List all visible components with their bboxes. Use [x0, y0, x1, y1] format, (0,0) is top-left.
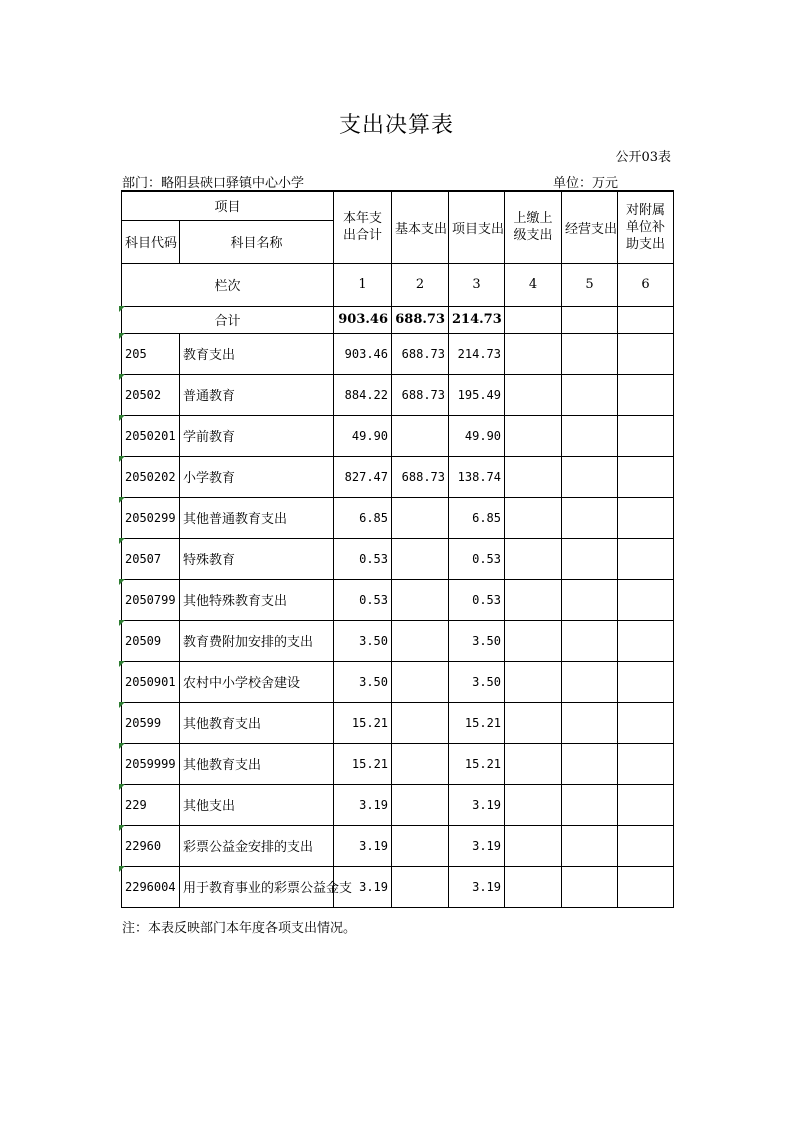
sum-basic: 688.73 — [392, 306, 449, 333]
upper-value — [505, 661, 562, 702]
subsidy-value — [618, 538, 674, 579]
subsidy-value — [618, 866, 674, 907]
column-num: 6 — [618, 263, 674, 306]
subsidy-value — [618, 333, 674, 374]
table-row — [122, 374, 674, 415]
basic-value — [392, 702, 449, 743]
account-name: 其他支出 — [180, 784, 334, 825]
project-value: 3.19 — [449, 866, 505, 907]
project-value: 195.49 — [449, 374, 505, 415]
table-row — [122, 702, 674, 743]
table-row — [122, 784, 674, 825]
upper-value — [505, 415, 562, 456]
upper-value — [505, 743, 562, 784]
account-code: 205 — [122, 333, 180, 374]
total-value: 6.85 — [334, 497, 392, 538]
total-value: 3.19 — [334, 784, 392, 825]
table-row — [122, 661, 674, 702]
subsidy-value — [618, 456, 674, 497]
account-name: 普通教育 — [180, 374, 334, 415]
basic-value — [392, 866, 449, 907]
table-row — [122, 620, 674, 661]
account-name: 农村中小学校舍建设 — [180, 661, 334, 702]
account-code: 20509 — [122, 620, 180, 661]
project-value: 0.53 — [449, 538, 505, 579]
account-name: 其他教育支出 — [180, 743, 334, 784]
operating-value — [562, 415, 618, 456]
header-item: 项目 — [122, 191, 334, 220]
expenditure-table — [121, 190, 674, 908]
header-basic: 基本支出 — [392, 191, 449, 263]
total-value: 3.50 — [334, 620, 392, 661]
account-name: 其他特殊教育支出 — [180, 579, 334, 620]
sum-label: 合计 — [122, 306, 334, 333]
total-value: 903.46 — [334, 333, 392, 374]
basic-value: 688.73 — [392, 374, 449, 415]
project-value: 15.21 — [449, 702, 505, 743]
account-code: 2296004 — [122, 866, 180, 907]
upper-value — [505, 456, 562, 497]
basic-value — [392, 497, 449, 538]
account-code: 20507 — [122, 538, 180, 579]
header-operating: 经营支出 — [562, 191, 618, 263]
account-code: 2050299 — [122, 497, 180, 538]
operating-value — [562, 866, 618, 907]
account-name: 其他普通教育支出 — [180, 497, 334, 538]
total-value: 884.22 — [334, 374, 392, 415]
project-value: 138.74 — [449, 456, 505, 497]
basic-value — [392, 579, 449, 620]
upper-value — [505, 333, 562, 374]
account-name: 特殊教育 — [180, 538, 334, 579]
column-num: 3 — [449, 263, 505, 306]
table-row — [122, 866, 674, 907]
project-value: 15.21 — [449, 743, 505, 784]
table-row — [122, 333, 674, 374]
footnote: 注：本表反映部门本年度各项支出情况。 — [122, 921, 357, 936]
project-value: 3.50 — [449, 620, 505, 661]
account-code: 229 — [122, 784, 180, 825]
header-upper: 上缴上级支出 — [505, 191, 562, 263]
operating-value — [562, 702, 618, 743]
table-row — [122, 743, 674, 784]
unit-label: 单位：万元 — [553, 176, 619, 191]
operating-value — [562, 497, 618, 538]
basic-value — [392, 415, 449, 456]
account-code: 2059999 — [122, 743, 180, 784]
account-name: 彩票公益金安排的支出 — [180, 825, 334, 866]
project-value: 0.53 — [449, 579, 505, 620]
account-name: 教育费附加安排的支出 — [180, 620, 334, 661]
subsidy-value — [618, 620, 674, 661]
total-value: 3.19 — [334, 825, 392, 866]
operating-value — [562, 456, 618, 497]
basic-value — [392, 825, 449, 866]
basic-value: 688.73 — [392, 456, 449, 497]
basic-value — [392, 661, 449, 702]
upper-value — [505, 579, 562, 620]
basic-value — [392, 743, 449, 784]
subsidy-value — [618, 661, 674, 702]
header-project: 项目支出 — [449, 191, 505, 263]
total-value: 827.47 — [334, 456, 392, 497]
subsidy-value — [618, 825, 674, 866]
basic-value — [392, 538, 449, 579]
upper-value — [505, 784, 562, 825]
total-value: 15.21 — [334, 743, 392, 784]
project-value: 6.85 — [449, 497, 505, 538]
total-value: 15.21 — [334, 702, 392, 743]
upper-value — [505, 497, 562, 538]
column-row-label: 栏次 — [122, 263, 334, 306]
header-total: 本年支出合计 — [334, 191, 392, 263]
total-value: 0.53 — [334, 538, 392, 579]
total-value: 49.90 — [334, 415, 392, 456]
total-value: 0.53 — [334, 579, 392, 620]
subsidy-value — [618, 497, 674, 538]
total-value: 3.50 — [334, 661, 392, 702]
upper-value — [505, 620, 562, 661]
header-code: 科目代码 — [122, 220, 180, 263]
table-row — [122, 538, 674, 579]
account-code: 2050201 — [122, 415, 180, 456]
subsidy-value — [618, 415, 674, 456]
upper-value — [505, 374, 562, 415]
sum-total: 903.46 — [334, 306, 392, 333]
basic-value — [392, 784, 449, 825]
operating-value — [562, 661, 618, 702]
operating-value — [562, 374, 618, 415]
table-row — [122, 415, 674, 456]
project-value: 214.73 — [449, 333, 505, 374]
table-row — [122, 825, 674, 866]
subsidy-value — [618, 784, 674, 825]
account-name: 学前教育 — [180, 415, 334, 456]
sum-subsidy — [618, 306, 674, 333]
upper-value — [505, 866, 562, 907]
department-label: 部门：略阳县硖口驿镇中心小学 — [122, 176, 305, 191]
header-subsidy: 对附属单位补助支出 — [618, 191, 674, 263]
total-value: 3.19 — [334, 866, 392, 907]
table-row — [122, 456, 674, 497]
operating-value — [562, 538, 618, 579]
account-code: 2050799 — [122, 579, 180, 620]
account-name: 小学教育 — [180, 456, 334, 497]
sum-operating — [562, 306, 618, 333]
column-num: 2 — [392, 263, 449, 306]
basic-value — [392, 620, 449, 661]
form-number: 公开03表 — [615, 150, 671, 165]
operating-value — [562, 825, 618, 866]
project-value: 49.90 — [449, 415, 505, 456]
upper-value — [505, 702, 562, 743]
project-value: 3.19 — [449, 784, 505, 825]
table-row — [122, 497, 674, 538]
operating-value — [562, 743, 618, 784]
column-num: 1 — [334, 263, 392, 306]
operating-value — [562, 333, 618, 374]
account-code: 2050901 — [122, 661, 180, 702]
table-row — [122, 579, 674, 620]
account-name: 用于教育事业的彩票公益金支 — [180, 866, 334, 907]
account-name: 教育支出 — [180, 333, 334, 374]
account-name: 其他教育支出 — [180, 702, 334, 743]
account-code: 20502 — [122, 374, 180, 415]
project-value: 3.50 — [449, 661, 505, 702]
account-code: 22960 — [122, 825, 180, 866]
column-num: 4 — [505, 263, 562, 306]
project-value: 3.19 — [449, 825, 505, 866]
account-code: 2050202 — [122, 456, 180, 497]
subsidy-value — [618, 374, 674, 415]
sum-upper — [505, 306, 562, 333]
page-title: 支出决算表 — [338, 113, 454, 138]
operating-value — [562, 579, 618, 620]
basic-value: 688.73 — [392, 333, 449, 374]
sum-project: 214.73 — [449, 306, 505, 333]
subsidy-value — [618, 579, 674, 620]
upper-value — [505, 825, 562, 866]
subsidy-value — [618, 702, 674, 743]
subsidy-value — [618, 743, 674, 784]
operating-value — [562, 784, 618, 825]
upper-value — [505, 538, 562, 579]
operating-value — [562, 620, 618, 661]
header-name: 科目名称 — [180, 220, 334, 263]
column-num: 5 — [562, 263, 618, 306]
account-code: 20599 — [122, 702, 180, 743]
